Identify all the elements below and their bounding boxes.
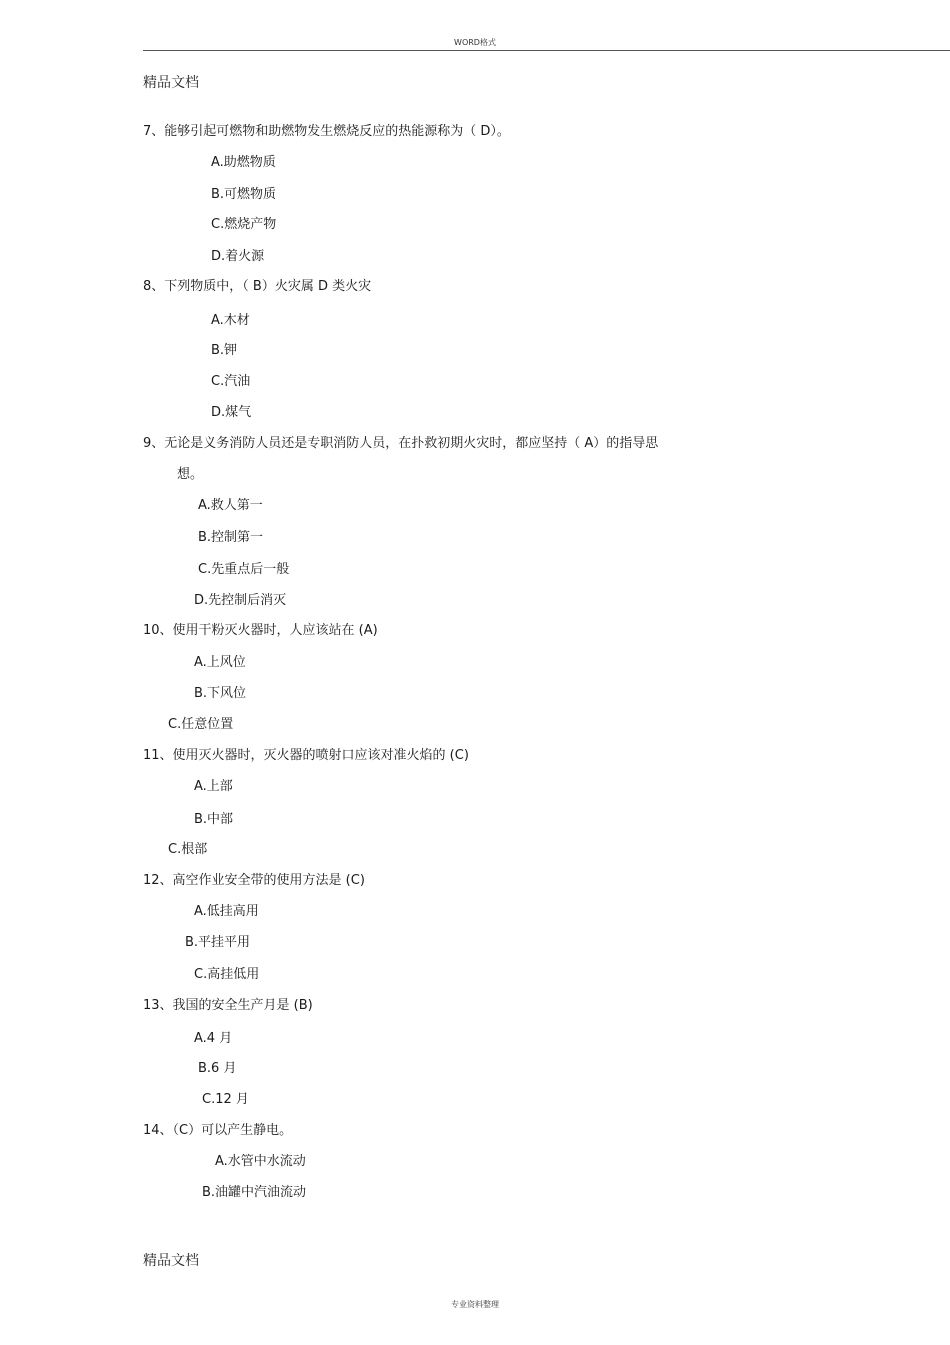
option-7d: D.着火源 [211, 249, 265, 264]
header-rule [143, 50, 950, 51]
option-12b: B.平挂平用 [185, 935, 251, 950]
option-11b: B.中部 [194, 812, 234, 827]
option-7a: A.助燃物质 [211, 155, 276, 170]
question-9-continued: 想。 [177, 467, 204, 482]
option-13b: B.6 月 [198, 1061, 237, 1076]
question-11: 11、使用灭火器时，灭火器的喷射口应该对准火焰的 (C) [143, 748, 469, 763]
option-10a: A.上风位 [194, 655, 246, 670]
option-10c: C.任意位置 [168, 717, 234, 732]
option-7c: C.燃烧产物 [211, 217, 277, 232]
option-10b: B.下风位 [194, 686, 247, 701]
option-11a: A.上部 [194, 779, 233, 794]
option-14b: B.油罐中汽油流动 [202, 1185, 307, 1200]
option-9d: D.先控制后消灭 [194, 593, 287, 608]
option-14a: A.水管中水流动 [215, 1154, 306, 1169]
option-9c: C.先重点后一般 [198, 562, 290, 577]
option-9a: A.救人第一 [198, 498, 263, 513]
question-9: 9、无论是义务消防人员还是专职消防人员，在扑救初期火灾时，都应坚持（ A）的指导思 [143, 436, 659, 451]
question-13: 13、我国的安全生产月是 (B) [143, 998, 313, 1013]
question-10: 10、使用干粉灭火器时，人应该站在 (A) [143, 623, 378, 638]
option-8a: A.木材 [211, 313, 250, 328]
top-doc-label: 精品文档 [143, 75, 199, 91]
page-header: WORD格式 [454, 38, 496, 47]
option-7b: B.可燃物质 [211, 187, 277, 202]
option-8c: C.汽油 [211, 374, 251, 389]
option-12a: A.低挂高用 [194, 904, 259, 919]
page-footer: 专业资料整理 [451, 1300, 499, 1309]
option-13c: C.12 月 [202, 1092, 249, 1107]
question-7: 7、能够引起可燃物和助燃物发生燃烧反应的热能源称为（ D）。 [143, 124, 510, 139]
option-12c: C.高挂低用 [194, 967, 260, 982]
option-11c: C.根部 [168, 842, 208, 857]
question-14: 14、（C）可以产生静电。 [143, 1123, 293, 1138]
question-12: 12、高空作业安全带的使用方法是 (C) [143, 873, 365, 888]
option-8d: D.煤气 [211, 405, 252, 420]
option-13a: A.4 月 [194, 1031, 233, 1046]
question-8: 8、下列物质中，（ B）火灾属 D 类火灾 [143, 279, 372, 294]
bottom-doc-label: 精品文档 [143, 1253, 199, 1269]
option-8b: B.钾 [211, 343, 238, 358]
option-9b: B.控制第一 [198, 530, 264, 545]
